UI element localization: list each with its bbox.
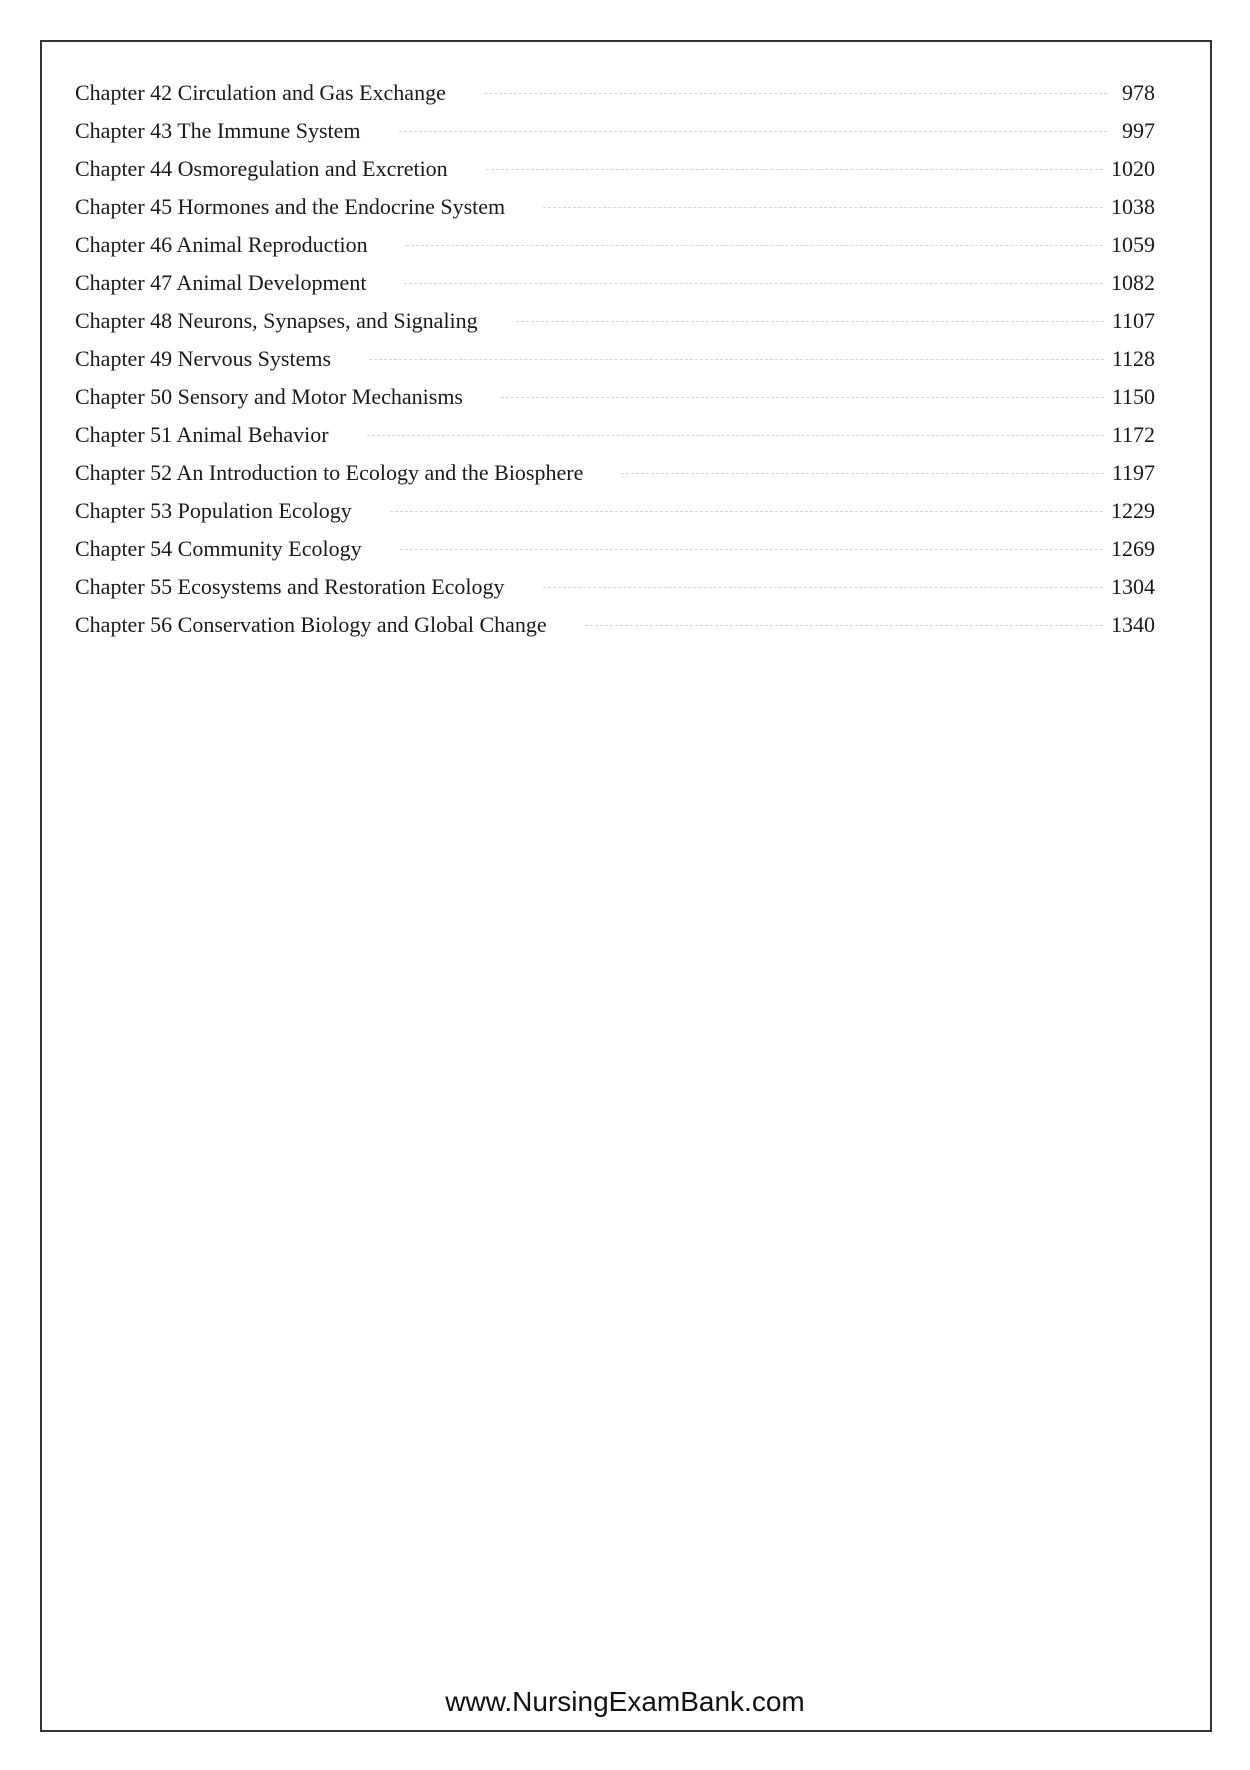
toc-entry[interactable]	[75, 308, 1155, 346]
toc-entry[interactable]	[75, 346, 1155, 384]
toc-dot-leader	[486, 169, 1103, 170]
toc-entry[interactable]	[75, 194, 1155, 232]
toc-entry[interactable]	[75, 118, 1155, 156]
toc-entry-page: 1150	[1111, 384, 1155, 409]
toc-entry-page: 1269	[1111, 536, 1155, 561]
toc-entry-title: Chapter 44 Osmoregulation and Excretion	[75, 156, 448, 181]
toc-entry[interactable]	[75, 156, 1155, 194]
toc-entry-title: Chapter 48 Neurons, Synapses, and Signaling	[75, 308, 478, 333]
toc-entry-page: 1038	[1111, 194, 1155, 219]
toc-entry[interactable]	[75, 460, 1155, 498]
toc-entry-page: 1172	[1111, 422, 1155, 447]
toc-entry-title: Chapter 55 Ecosystems and Restoration Ecology	[75, 574, 505, 599]
toc-dot-leader	[501, 397, 1104, 398]
toc-entry[interactable]	[75, 612, 1155, 650]
toc-dot-leader	[543, 587, 1103, 588]
toc-entry-page: 1107	[1111, 308, 1155, 333]
toc-entry-page: 1229	[1111, 498, 1155, 523]
toc-entry-page: 1128	[1111, 346, 1155, 371]
toc-entry-page: 1340	[1111, 612, 1155, 637]
toc-dot-leader	[621, 473, 1103, 474]
toc-dot-leader	[484, 93, 1107, 94]
toc-entry-title: Chapter 56 Conservation Biology and Global Change	[75, 612, 547, 637]
toc-dot-leader	[404, 283, 1103, 284]
toc-entry-page: 1059	[1111, 232, 1155, 257]
toc-entry[interactable]	[75, 384, 1155, 422]
toc-dot-leader	[369, 359, 1104, 360]
toc-entry-page: 1082	[1111, 270, 1155, 295]
toc-entry[interactable]	[75, 422, 1155, 460]
toc-entry-title: Chapter 46 Animal Reproduction	[75, 232, 368, 257]
toc-entry-title: Chapter 53 Population Ecology	[75, 498, 352, 523]
toc-dot-leader	[400, 549, 1103, 550]
toc-dot-leader	[585, 625, 1103, 626]
toc-entry-page: 1020	[1111, 156, 1155, 181]
toc-entry-title: Chapter 51 Animal Behavior	[75, 422, 329, 447]
toc-entry-title: Chapter 47 Animal Development	[75, 270, 367, 295]
toc-entry[interactable]	[75, 498, 1155, 536]
toc-entry-title: Chapter 50 Sensory and Motor Mechanisms	[75, 384, 463, 409]
toc-entry-title: Chapter 42 Circulation and Gas Exchange	[75, 80, 446, 105]
toc-entry-title: Chapter 45 Hormones and the Endocrine System	[75, 194, 506, 219]
toc-entry-page: 978	[1122, 80, 1155, 105]
toc-dot-leader	[516, 321, 1104, 322]
toc-dot-leader	[399, 131, 1107, 132]
toc-entry[interactable]	[75, 536, 1155, 574]
toc-dot-leader	[367, 435, 1104, 436]
toc-entry-title: Chapter 54 Community Ecology	[75, 536, 362, 561]
toc-entry-title: Chapter 43 The Immune System	[75, 118, 361, 143]
toc-entry-page: 1197	[1111, 460, 1155, 485]
footer-website: www.NursingExamBank.com	[445, 1686, 805, 1717]
toc-entry-title: Chapter 52 An Introduction to Ecology and the Biosphere	[75, 460, 584, 485]
toc-entry-page: 1304	[1111, 574, 1155, 599]
toc-entry[interactable]	[75, 270, 1155, 308]
table-of-contents	[75, 80, 1155, 650]
toc-entry-page: 997	[1122, 118, 1155, 143]
toc-entry[interactable]	[75, 574, 1155, 612]
toc-entry[interactable]	[75, 80, 1155, 118]
toc-entry-title: Chapter 49 Nervous Systems	[75, 346, 332, 371]
toc-dot-leader	[390, 511, 1103, 512]
toc-entry[interactable]	[75, 232, 1155, 270]
toc-dot-leader	[543, 207, 1103, 208]
toc-dot-leader	[406, 245, 1103, 246]
